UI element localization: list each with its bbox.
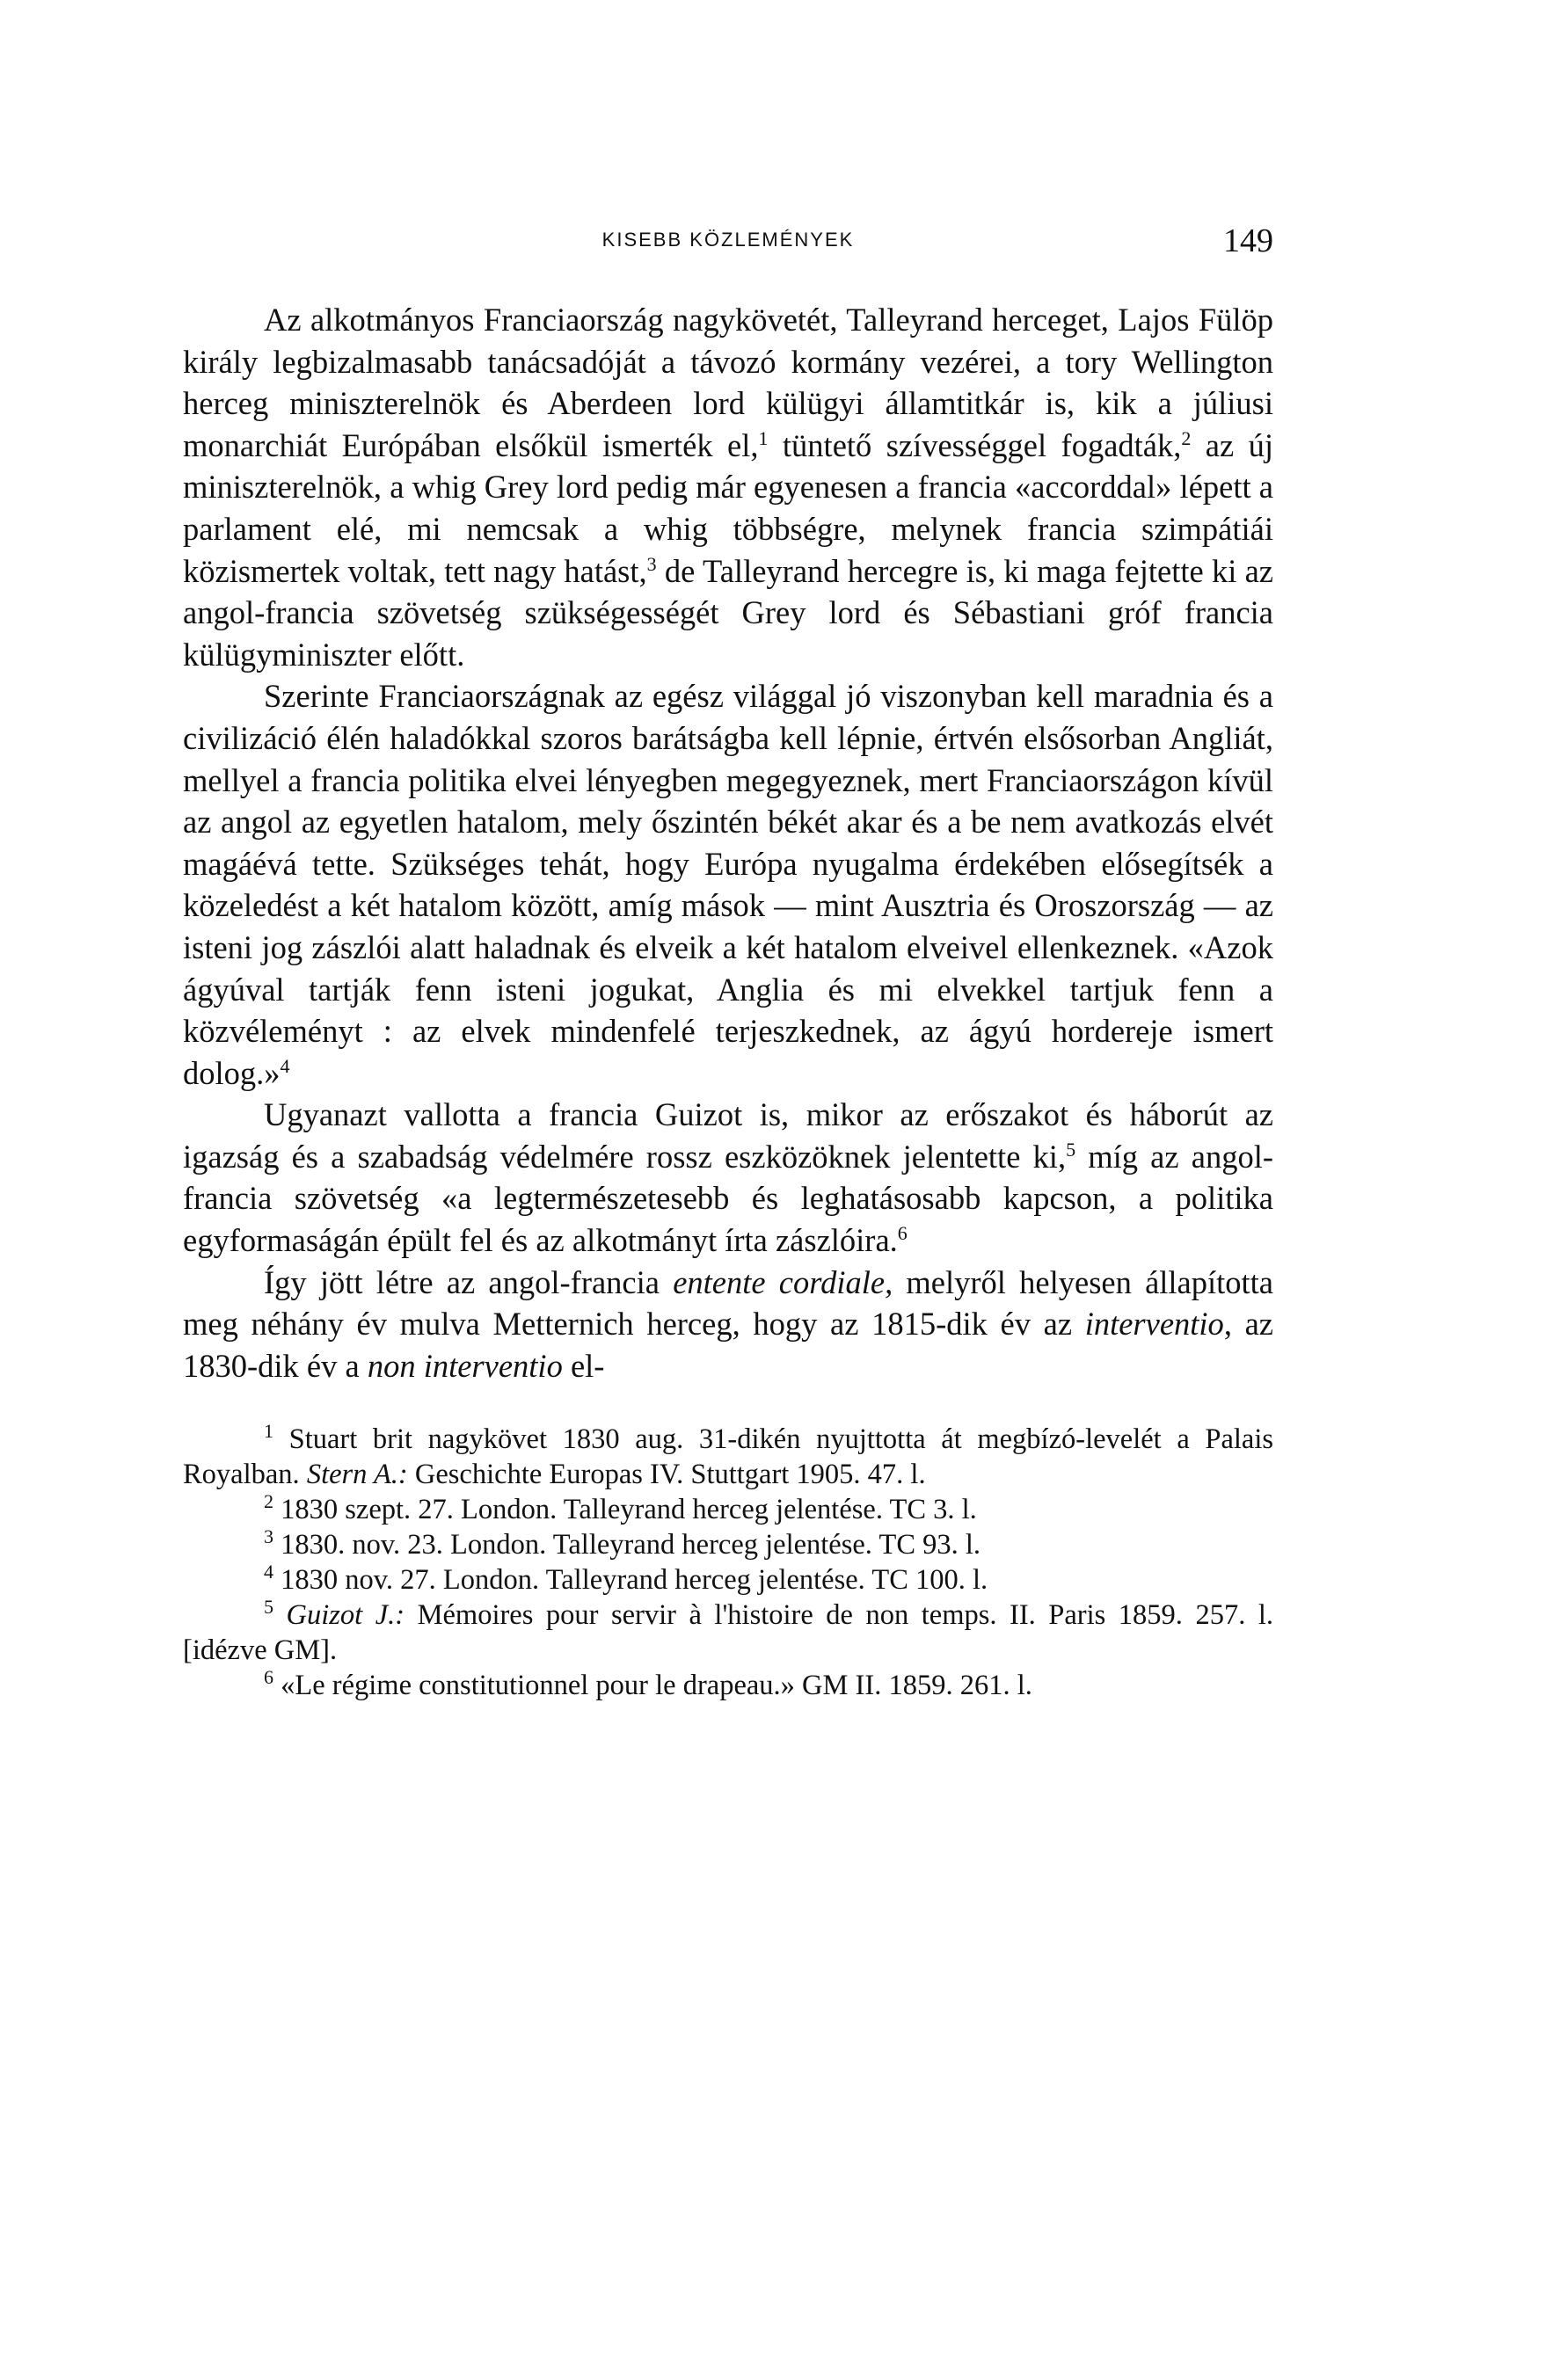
body-text xyxy=(183,299,1273,1387)
footnote-2-number: 2 xyxy=(264,1490,273,1513)
footnote-3-text: 1830. nov. 23. London. Talleyrand herceg jelentése. TC 93. l. xyxy=(273,1529,981,1561)
footnote-1-number: 1 xyxy=(264,1420,273,1443)
footnote-6 xyxy=(183,1668,1273,1703)
footnote-ref-6: 6 xyxy=(897,1221,908,1244)
footnote-4-text: 1830 nov. 27. London. Talleyrand herceg jelentése. TC 100. l. xyxy=(273,1564,988,1597)
paragraph-1-text-b: tüntető szívességgel fogadták, xyxy=(768,426,1182,463)
footnote-ref-1: 1 xyxy=(758,426,769,449)
paragraph-2-text-a: Szerinte Franciaországnak az egész világgal jó viszonyban kell maradnia és a civilizáció élén haladókkal szoros barátságba kell lépnie, értvén elsősorban Angliát, mellyel a francia politika elvei lényegben megegyeznek, mert Franciaországon kívül az angol az egyetlen hatalom, mely őszintén békét akar és a be nem avatkozás elvét magáévá tette. Szükséges tehát, hogy Európa nyugalma érdekében elősegítsék a közeledést a két hatalom között, amíg mások — mint Ausztria és Oroszország — az isteni jog zászlói alatt haladnak és elveik a két hatalom elveivel ellenkeznek. «Azok ágyúval tartják fenn isteni jogukat, Anglia és mi elvekkel tartjuk fenn a közvéleményt : az elvek mindenfelé terjeszkednek, az ágyú hordereje ismert dolog.» xyxy=(183,678,1273,1091)
footnote-1-text-b: Geschichte Europas IV. Stuttgart 1905. 47. l. xyxy=(407,1459,926,1491)
footnote-6-number: 6 xyxy=(264,1666,273,1689)
paragraph-4-text-c: , az 1830-dik év a xyxy=(183,1306,1273,1384)
footnote-1 xyxy=(183,1422,1273,1492)
paragraph-1-text-a: Az alkotmányos Franciaország nagykövetét, Talleyrand herceget, Lajos Fülöp király legbizalmasabb tanácsadóját a távozó kormány vezérei, a tory Wellington herceg miniszterelnök és Aberdeen lord külügyi államtitkár is, kik a júliusi monarchiát Európában elsőkül ismerték el, xyxy=(183,302,1273,463)
italic-interventio: interventio xyxy=(1084,1306,1224,1343)
paragraph-3 xyxy=(183,1094,1273,1261)
footnote-6-text: «Le régime constitutionnel pour le drapeau.» GM II. 1859. 261. l. xyxy=(273,1670,1032,1702)
page xyxy=(183,222,1273,1703)
page-number: 149 xyxy=(1223,222,1273,259)
italic-non-interventio: non interventio xyxy=(367,1347,563,1384)
paragraph-4-text-b: melyről helyesen állapította meg néhány év mulva Metternich herceg, hogy az 1815-dik év az xyxy=(183,1263,1274,1343)
footnote-ref-3: 3 xyxy=(646,552,657,575)
footnote-5-author: Guizot J.: xyxy=(273,1599,405,1632)
footnote-5 xyxy=(183,1598,1273,1668)
footnote-2 xyxy=(183,1492,1273,1527)
footnote-3 xyxy=(183,1527,1273,1562)
paragraph-4-text-d: el- xyxy=(562,1347,605,1384)
footnote-4 xyxy=(183,1562,1273,1598)
paragraph-4 xyxy=(183,1262,1273,1387)
paragraph-4-text-a: Így jött létre az angol-francia xyxy=(264,1263,674,1300)
footnote-ref-4: 4 xyxy=(280,1054,290,1077)
paragraph-3-text-b: míg az angol-francia szövetség «a legtermészetesebb és leghatásosabb kapcson, a politika egyformaságán épült fel és az alkotmányt írta zászlóira. xyxy=(183,1138,1273,1259)
footnotes xyxy=(183,1422,1273,1703)
page-header xyxy=(183,222,1273,274)
paragraph-1 xyxy=(183,299,1273,675)
footnote-ref-5: 5 xyxy=(1066,1138,1076,1161)
footnote-ref-2: 2 xyxy=(1181,426,1192,449)
footnote-5-number: 5 xyxy=(264,1596,273,1619)
footnote-3-number: 3 xyxy=(264,1525,273,1548)
paragraph-2 xyxy=(183,675,1273,1094)
footnote-1-author: Stern A.: xyxy=(306,1459,408,1491)
paragraph-1-text-c: az új miniszterelnök, a whig Grey lord pedig már egyenesen a francia «accorddal» lépett a parlament elé, mi nemcsak a whig többségre, melynek francia szimpátiái közismertek voltak, tett nagy hatást, xyxy=(183,426,1273,589)
paragraph-3-text-a: Ugyanazt vallotta a francia Guizot is, mikor az erőszakot és háborút az igazság és a szabadság védelmére rossz eszközöknek jelentette ki, xyxy=(183,1096,1273,1175)
footnote-1-text-a: Stuart brit nagykövet 1830 aug. 31-dikén nyujttotta át megbízó-levelét a Palais Royalban. xyxy=(183,1423,1273,1491)
footnote-5-text: Mémoires pour servir à l'histoire de non temps. II. Paris 1859. 257. l. [idézve GM]. xyxy=(183,1599,1273,1667)
italic-entente-cordiale: entente cordiale, xyxy=(673,1263,893,1300)
footnote-2-text: 1830 szept. 27. London. Talleyrand herceg jelentése. TC 3. l. xyxy=(273,1494,977,1526)
footnote-4-number: 4 xyxy=(264,1561,273,1583)
running-title: KISEBB KÖZLEMÉNYEK xyxy=(601,229,855,251)
paragraph-1-text-d: de Talleyrand hercegre is, ki maga fejtette ki az angol-francia szövetség szükségességét Grey lord és Sébastiani gróf francia külügyminiszter előtt. xyxy=(183,552,1274,673)
